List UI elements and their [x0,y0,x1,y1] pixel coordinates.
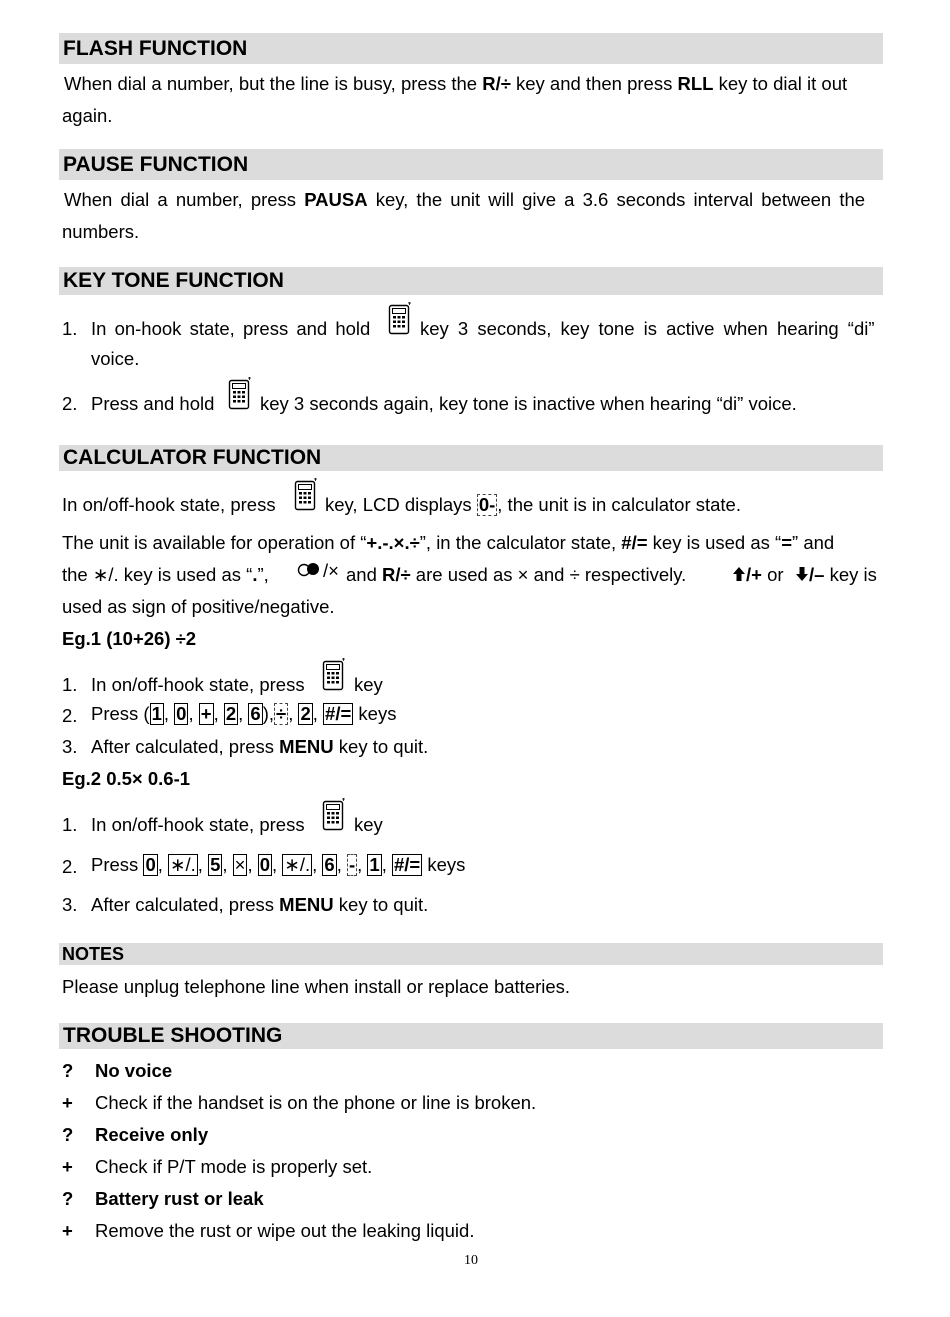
pause-line-2: numbers. [62,221,140,242]
key-1: 1 [151,703,162,724]
key-0: 0 [259,854,271,875]
eg2-step-1-text-b: key [354,814,383,835]
calc-line-1-a: In on/off-hook state, press [62,494,276,515]
eg1-title: Eg.1 (10+26) ÷2 [62,628,197,649]
trouble-mark-question: ? [62,1124,74,1145]
trouble-mark-plus: + [62,1220,73,1241]
key-5: 5 [210,854,221,875]
heading-pause: PAUSE FUNCTION [63,153,249,176]
key-6: 6 [250,703,261,724]
eg1-step-2-number: 2. [62,705,78,726]
eg2-step-3-number: 3. [62,894,78,915]
keytone-item-2-text-a: Press and hold [91,393,215,414]
heading-notes: NOTES [62,944,125,964]
calculator-icon [322,798,346,832]
pause-line-1: When dial a number, press PAUSA key, the unit will give a 3.6 seconds interval between the [64,189,866,210]
eg2-title: Eg.2 0.5× 0.6-1 [62,768,191,789]
eg2-step-1-number: 1. [62,814,78,835]
page-number: 10 [464,1253,478,1268]
keytone-item-1-number: 1. [62,318,78,339]
calc-line-3-e: /– key is [809,564,877,585]
heading-trouble: TROUBLE SHOOTING [63,1024,283,1047]
lcd-display: 0- [478,494,496,515]
keytone-item-1-text-a: In on-hook state, press and hold [91,318,371,339]
key-plus: + [200,703,212,724]
eg1-step-3-number: 3. [62,736,78,757]
eg2-step-1-text-a: In on/off-hook state, press [91,814,305,835]
heading-calculator: CALCULATOR FUNCTION [63,446,322,469]
arrow-down-icon [795,566,809,582]
key-star-dot: ∗/. [284,854,311,875]
key-divide: ÷ [276,703,287,724]
eg2-step-3-text: After calculated, press MENU key to quit. [91,894,429,915]
key-6: 6 [324,854,335,875]
eg1-step-3-text: After calculated, press MENU key to quit. [91,736,429,757]
calc-line-4: used as sign of positive/negative. [62,596,335,617]
eg1-step-1-text-a: In on/off-hook state, press [91,674,305,695]
eg1-step-1-text-b: key [354,674,383,695]
keytone-item-2-number: 2. [62,393,78,414]
key-2: 2 [300,703,311,724]
key-star-dot: ∗/. [170,854,196,875]
trouble-mark-question: ? [62,1188,74,1209]
key-minus: - [348,854,356,875]
flash-receiver-icon [297,560,323,580]
trouble-mark-question: ? [62,1060,74,1081]
calc-line-3-d: /+ or [746,564,784,585]
section-bar-notes [59,943,883,965]
trouble-solution: Remove the rust or wipe out the leaking liquid. [95,1220,475,1241]
calculator-icon [228,377,252,411]
key-hash-equals: #/= [325,703,352,724]
keytone-item-2-text-b: key 3 seconds again, key tone is inactive when hearing “di” voice. [260,393,797,414]
calculator-icon [322,658,346,692]
calc-line-1-b: key, LCD displays 0- , the unit is in calculator state. [325,494,741,515]
notes-text: Please unplug telephone line when install or replace batteries. [62,976,571,997]
flash-line-1: When dial a number, but the line is busy, press the R/÷ key and then press RLL key to dial it out [64,73,848,94]
eg1-step-1-number: 1. [62,674,78,695]
key-2: 2 [225,703,237,724]
trouble-problem: Battery rust or leak [95,1188,264,1209]
key-hash-equals: #/= [394,854,421,875]
trouble-problem: Receive only [95,1124,209,1145]
eg2-step-2-text: Press 0 , ∗/. , 5 , × , 0 , ∗/. , 6 , - , 1 , #/= keys [91,854,466,875]
trouble-problem: No voice [95,1060,173,1081]
key-0: 0 [145,854,156,875]
eg1-step-2-text: Press ( 1 , 0 , + , 2 , 6 ), ÷ , 2 , #/= keys [91,703,397,724]
trouble-mark-plus: + [62,1092,73,1113]
trouble-solution: Check if the handset is on the phone or line is broken. [95,1092,537,1113]
heading-flash: FLASH FUNCTION [63,37,248,60]
eg2-step-2-number: 2. [62,856,78,877]
calc-line-3-b: /× [323,560,339,581]
trouble-solution: Check if P/T mode is properly set. [95,1156,373,1177]
trouble-mark-plus: + [62,1156,73,1177]
calculator-icon [294,478,318,512]
keytone-item-1-text-c: voice. [91,348,140,369]
calculator-icon [388,302,412,336]
arrow-up-icon [732,566,746,582]
heading-keytone: KEY TONE FUNCTION [63,269,284,292]
key-1: 1 [369,854,380,875]
calc-line-3-a: the ∗/. key is used as “.”, [62,564,269,585]
key-multiply: × [234,854,246,875]
calc-line-2: The unit is available for operation of “+.-.×.÷”, in the calculator state, #/= key is used as “=” and [62,532,835,553]
calc-line-3-c: and R/÷ are used as × and ÷ respectively. [346,564,687,585]
key-0: 0 [176,703,187,724]
keytone-item-1-text-b: key 3 seconds, key tone is active when hearing “di” [420,318,875,339]
flash-line-2: again. [62,105,113,126]
